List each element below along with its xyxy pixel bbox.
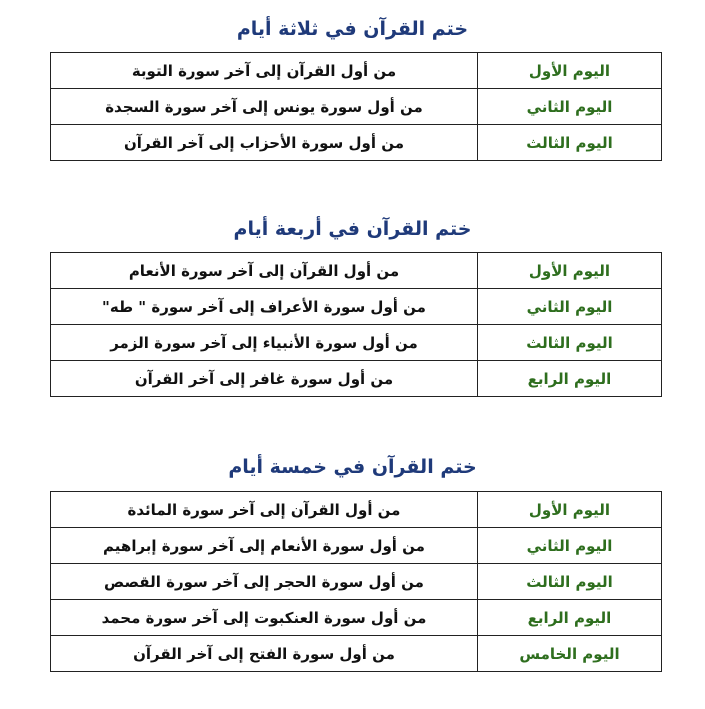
- surah-range: من أول سورة غافر إلى آخر القرآن: [51, 361, 478, 397]
- surah-range: من أول سورة يونس إلى آخر سورة السجدة: [51, 89, 478, 125]
- section-title-four-days: ختم القرآن في أربعة أيام: [233, 218, 472, 240]
- table-row: [51, 289, 662, 325]
- day-label: اليوم الخامس: [478, 636, 662, 672]
- surah-range: من أول القرآن إلى آخر سورة الأنعام: [51, 253, 478, 289]
- table-row: [51, 125, 662, 161]
- surah-range: من أول سورة الحجر إلى آخر سورة القصص: [51, 564, 478, 600]
- table-row: [51, 564, 662, 600]
- surah-range: من أول سورة الأنعام إلى آخر سورة إبراهيم: [51, 528, 478, 564]
- table-row: [51, 53, 662, 89]
- table-row: [51, 636, 662, 672]
- surah-range: من أول سورة الأحزاب إلى آخر القرآن: [51, 125, 478, 161]
- day-label: اليوم الثالث: [478, 125, 662, 161]
- table-row: [51, 253, 662, 289]
- table-row: [51, 492, 662, 528]
- section-title-three-days: ختم القرآن في ثلاثة أيام: [236, 18, 469, 40]
- day-label: اليوم الأول: [478, 492, 662, 528]
- schedule-table-three-days: [50, 52, 662, 161]
- day-label: اليوم الأول: [478, 53, 662, 89]
- day-label: اليوم الرابع: [478, 600, 662, 636]
- table-row: [51, 600, 662, 636]
- day-label: اليوم الثالث: [478, 325, 662, 361]
- surah-range: من أول القرآن إلى آخر سورة التوبة: [51, 53, 478, 89]
- surah-range: من أول سورة الأنبياء إلى آخر سورة الزمر: [51, 325, 478, 361]
- day-label: اليوم الثاني: [478, 528, 662, 564]
- table-row: [51, 325, 662, 361]
- surah-range: من أول سورة العنكبوت إلى آخر سورة محمد: [51, 600, 478, 636]
- day-label: اليوم الثاني: [478, 89, 662, 125]
- surah-range: من أول سورة الفتح إلى آخر القرآن: [51, 636, 478, 672]
- schedule-table-five-days: [50, 491, 662, 672]
- section-title-five-days: ختم القرآن في خمسة أيام: [228, 456, 477, 478]
- schedule-table-four-days: [50, 252, 662, 397]
- table-row: [51, 89, 662, 125]
- day-label: اليوم الثالث: [478, 564, 662, 600]
- day-label: اليوم الأول: [478, 253, 662, 289]
- day-label: اليوم الثاني: [478, 289, 662, 325]
- day-label: اليوم الرابع: [478, 361, 662, 397]
- table-row: [51, 361, 662, 397]
- surah-range: من أول سورة الأعراف إلى آخر سورة " طه": [51, 289, 478, 325]
- table-row: [51, 528, 662, 564]
- surah-range: من أول القرآن إلى آخر سورة المائدة: [51, 492, 478, 528]
